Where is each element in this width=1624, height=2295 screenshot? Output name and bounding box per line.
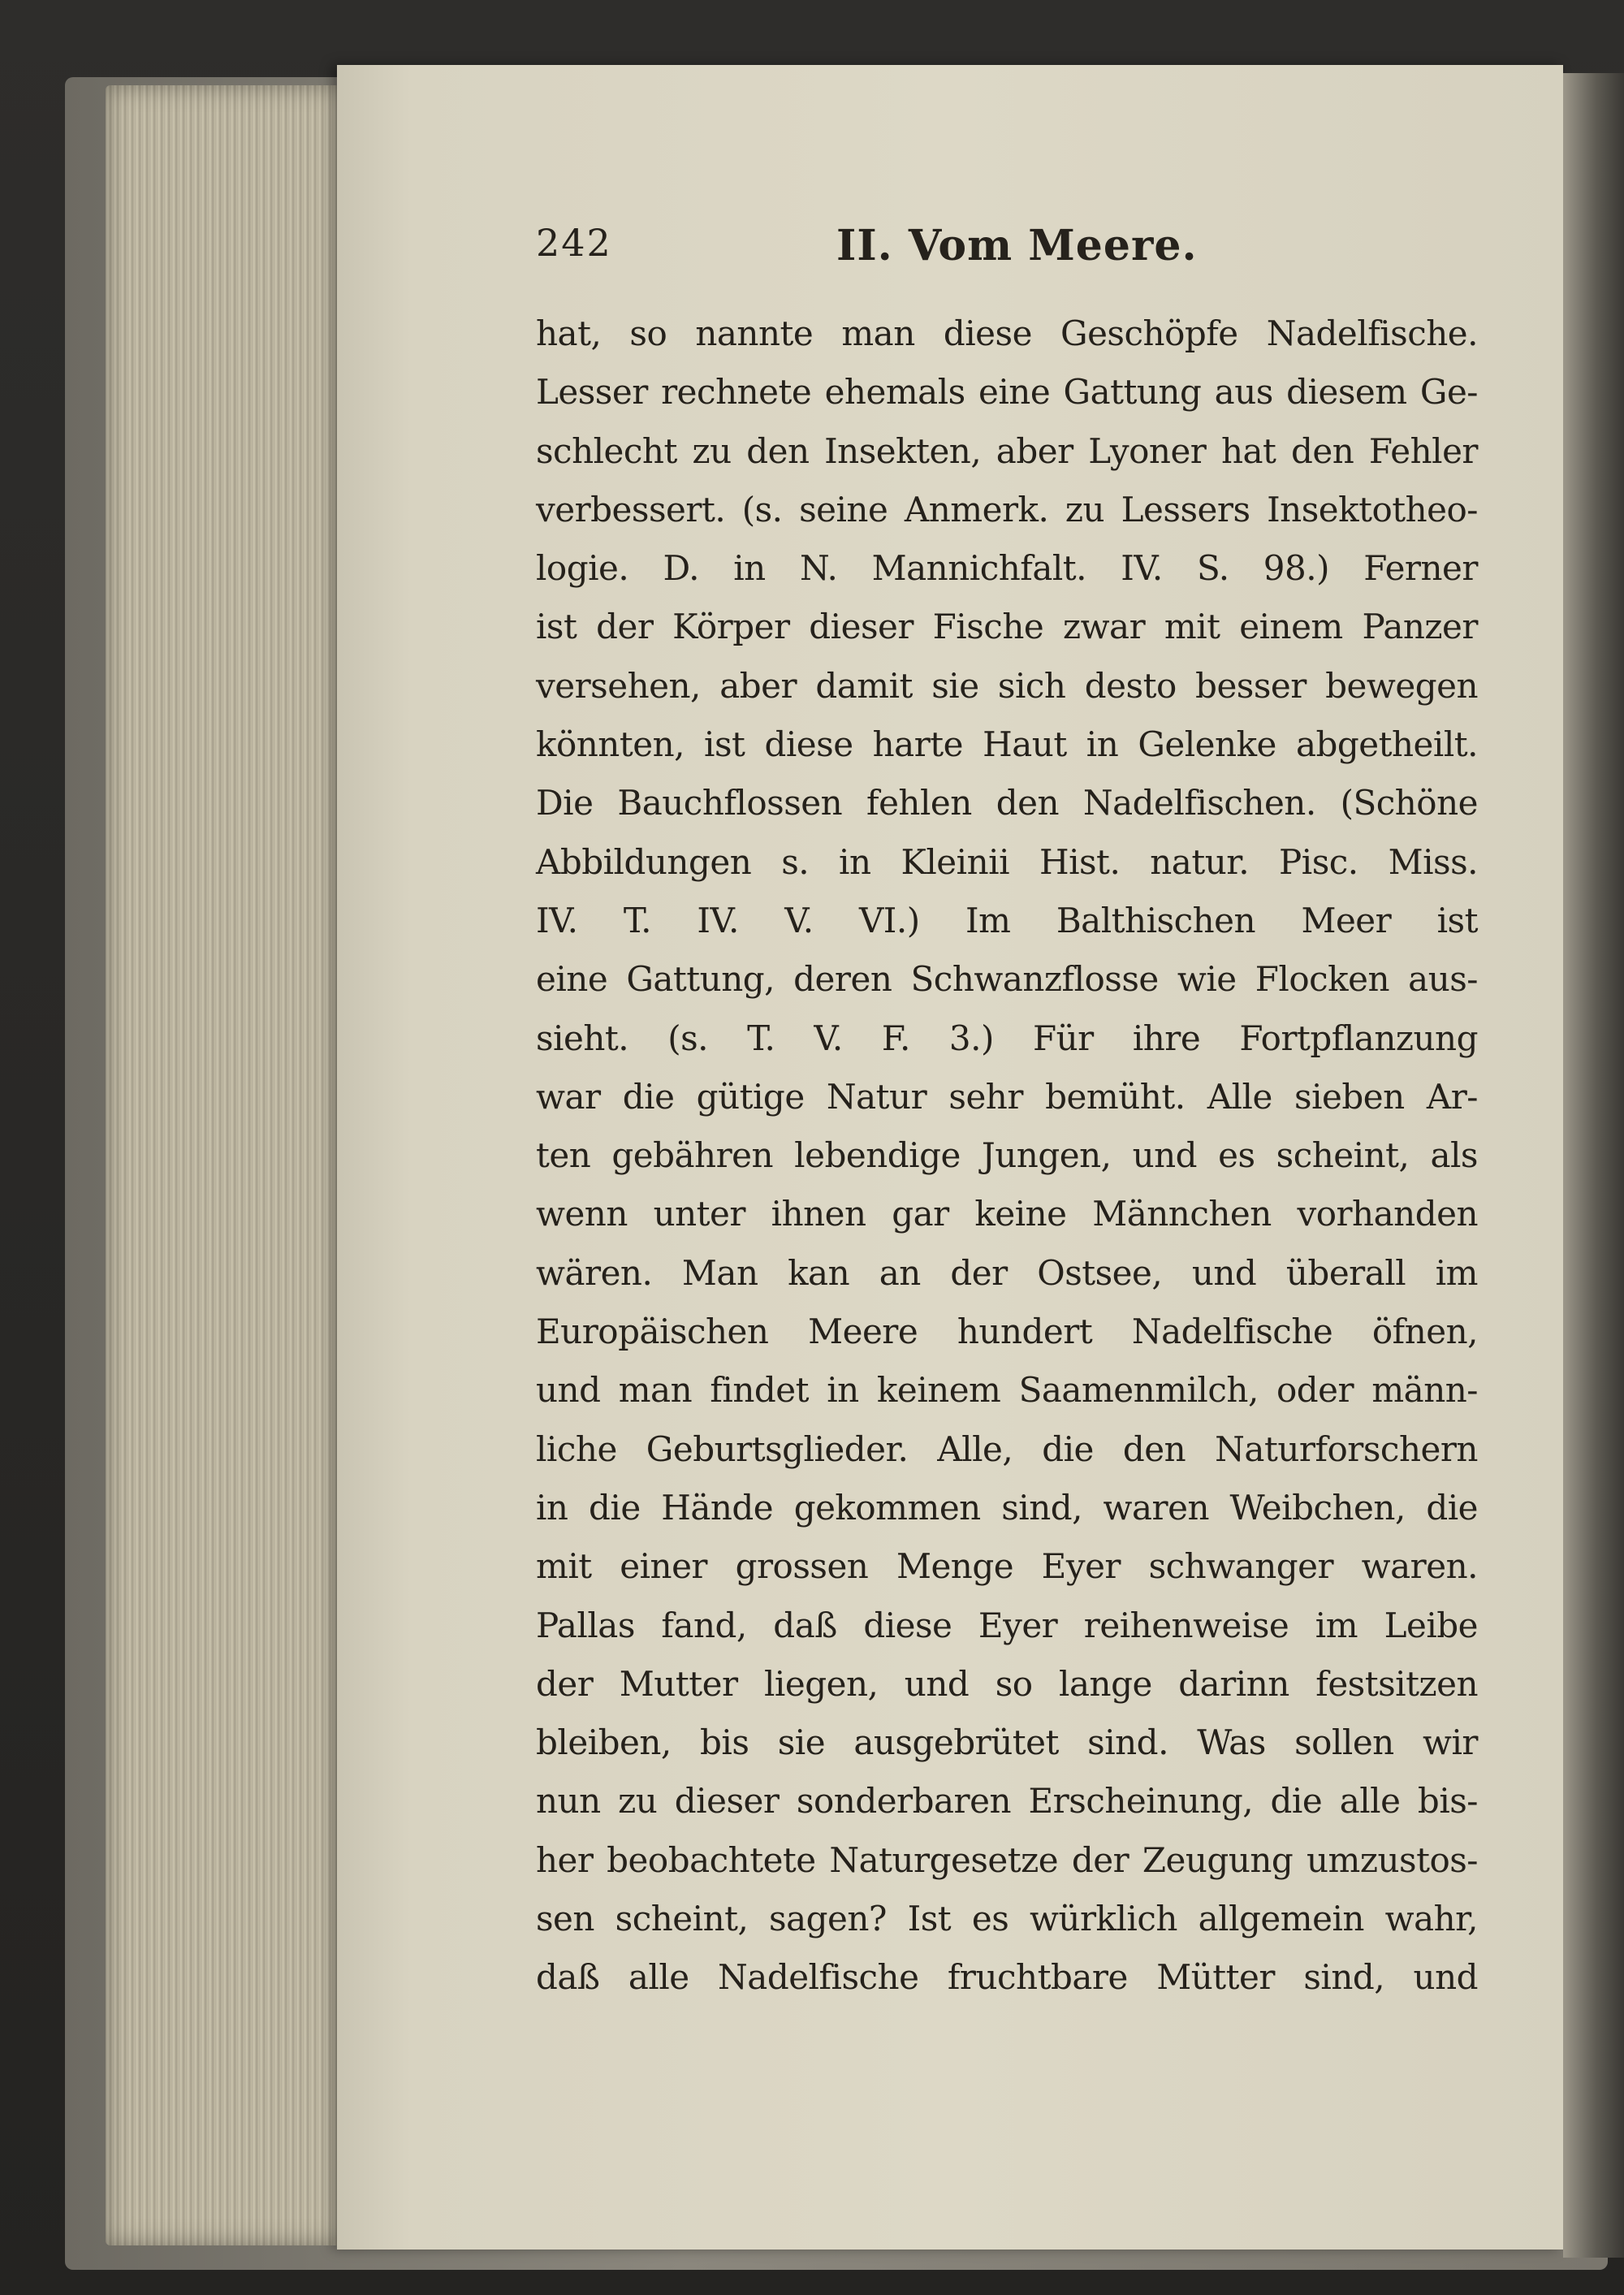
text-line: und man findet in keinem Saamenmilch, oder männ- <box>536 1370 1478 1411</box>
page-number: 242 <box>536 221 612 265</box>
running-head-title: II. Vom Meere. <box>836 221 1198 270</box>
text-line: in die Hände gekommen sind, waren Weibchen, die <box>536 1487 1478 1528</box>
text-line: ten gebähren lebendige Jungen, und es scheint, als <box>536 1135 1478 1176</box>
text-line: ist der Körper dieser Fische zwar mit einem Panzer <box>536 607 1478 647</box>
text-line: Lesser rechnete ehemals eine Gattung aus diesem Ge- <box>536 372 1478 413</box>
text-line: hat, so nannte man diese Geschöpfe Nadelfische. <box>536 313 1478 353</box>
text-line: logie. D. in N. Mannichfalt. IV. S. 98.) Ferner <box>536 548 1478 589</box>
text-line: bleiben, bis sie ausgebrütet sind. Was sollen wir <box>536 1722 1478 1763</box>
text-line: mit einer grossen Menge Eyer schwanger waren. <box>536 1546 1478 1587</box>
text-line: nun zu dieser sonderbaren Erscheinung, die alle bis- <box>536 1781 1478 1822</box>
page-edges <box>106 85 349 2245</box>
text-line: verbessert. (s. seine Anmerk. zu Lessers Insektotheo- <box>536 489 1478 529</box>
text-line: der Mutter liegen, und so lange darinn festsitzen <box>536 1663 1478 1704</box>
text-line: Abbildungen s. in Kleinii Hist. natur. Pisc. Miss. <box>536 841 1478 882</box>
text-line: versehen, aber damit sie sich desto besser bewegen <box>536 665 1478 706</box>
text-line: war die gütige Natur sehr bemüht. Alle sieben Ar- <box>536 1076 1478 1117</box>
text-line: wenn unter ihnen gar keine Männchen vorhanden <box>536 1194 1478 1234</box>
text-line: IV. T. IV. V. VI.) Im Balthischen Meer ist <box>536 900 1478 940</box>
text-line: liche Geburtsglieder. Alle, die den Naturforschern <box>536 1428 1478 1469</box>
text-line: Europäischen Meere hundert Nadelfische öfnen, <box>536 1312 1478 1352</box>
running-head <box>536 221 1494 286</box>
text-line: Pallas fand, daß diese Eyer reihenweise im Leibe <box>536 1605 1478 1645</box>
text-line: her beobachtete Naturgesetze der Zeugung umzustos- <box>536 1839 1478 1880</box>
facing-page-shadow <box>1563 73 1624 2258</box>
text-line: sen scheint, sagen? Ist es würklich allgemein wahr, <box>536 1899 1478 1939</box>
text-line: sieht. (s. T. V. F. 3.) Für ihre Fortpflanzung <box>536 1018 1478 1058</box>
text-line: Die Bauchflossen fehlen den Nadelfischen. (Schöne <box>536 783 1478 823</box>
text-line: könnten, ist diese harte Haut in Gelenke abgetheilt. <box>536 724 1478 765</box>
body-text <box>536 305 1478 2075</box>
text-line: daß alle Nadelfische fruchtbare Mütter sind, und <box>536 1957 1478 1998</box>
text-line: schlecht zu den Insekten, aber Lyoner hat den Fehler <box>536 430 1478 471</box>
text-line: wären. Man kan an der Ostsee, und überall im <box>536 1252 1478 1293</box>
text-line: eine Gattung, deren Schwanzflosse wie Flocken aus- <box>536 959 1478 1000</box>
